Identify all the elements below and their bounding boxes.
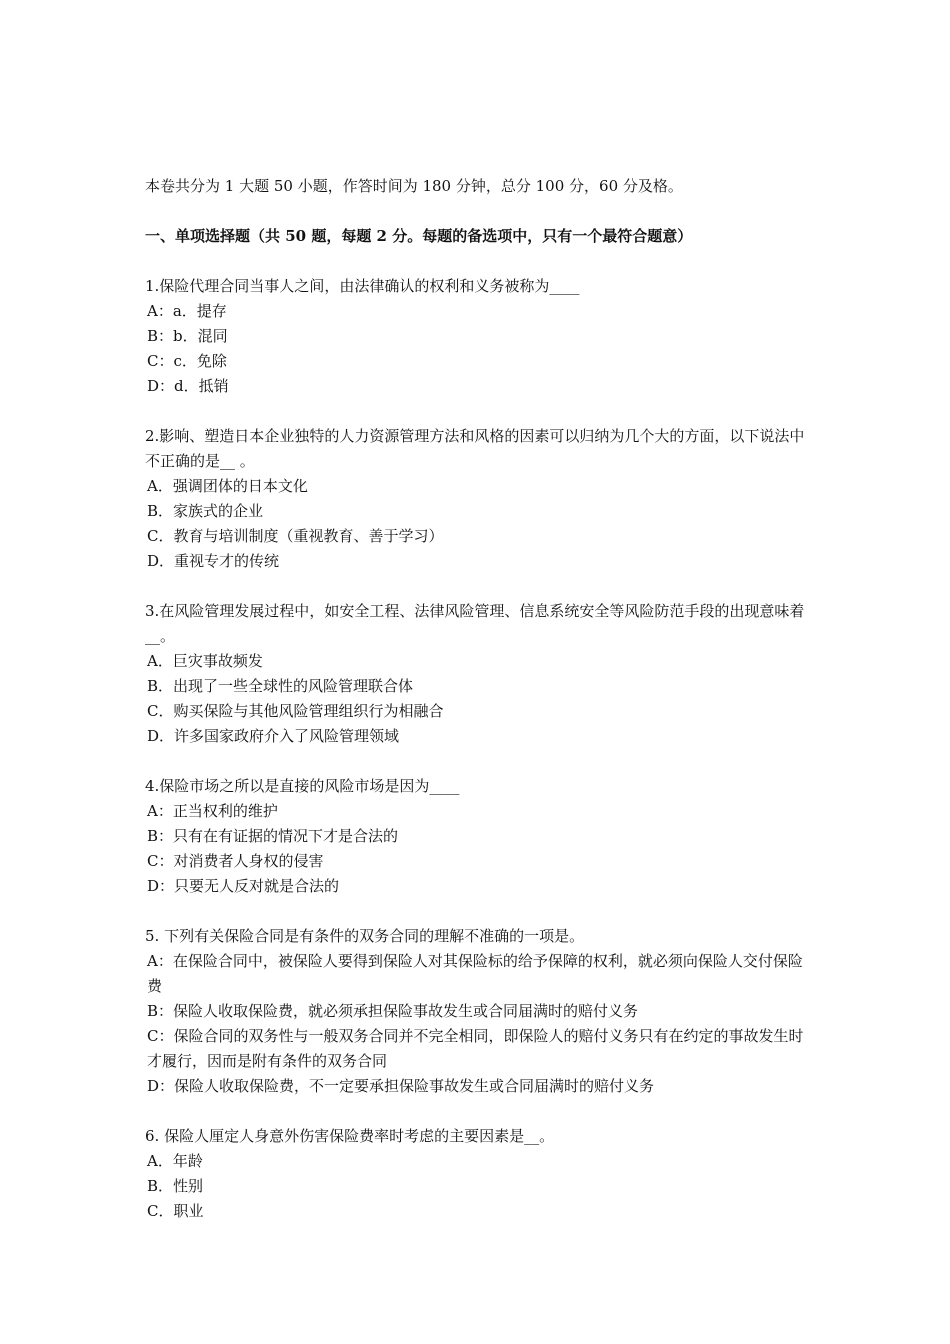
question-4 (145, 774, 810, 899)
option-d: D．重视专才的传统 (147, 552, 280, 570)
question-text: 1.保险代理合同当事人之间，由法律确认的权利和义务被称为____ (145, 277, 580, 295)
option-a: A：在保险合同中，被保险人要得到保险人对其保险标的给予保障的权利，就必须向保险人交付保险费 (147, 952, 803, 995)
option-b: B．性别 (147, 1177, 204, 1195)
question-text: 5. 下列有关保险合同是有条件的双务合同的理解不准确的一项是。 (145, 927, 585, 945)
option-b: B．出现了一些全球性的风险管理联合体 (147, 677, 414, 695)
option-a: A：正当权利的维护 (147, 802, 278, 820)
option-b: B：保险人收取保险费，就必须承担保险事故发生或合同届满时的赔付义务 (147, 1002, 639, 1020)
question-3 (145, 599, 810, 749)
section-heading: 一、单项选择题（共 50 题，每题 2 分。每题的备选项中，只有一个最符合题意） (145, 227, 693, 245)
option-b: B：只有在有证据的情况下才是合法的 (147, 827, 399, 845)
option-b: B：b．混同 (147, 327, 228, 345)
option-c: C：对消费者人身权的侵害 (147, 852, 324, 870)
question-2 (145, 424, 810, 574)
question-text: 2.影响、塑造日本企业独特的人力资源管理方法和风格的因素可以归纳为几个大的方面，以下说法中不正确的是__ 。 (145, 427, 805, 470)
question-5 (145, 924, 810, 1099)
exam-intro: 本卷共分为 1 大题 50 小题，作答时间为 180 分钟，总分 100 分，60 分及格。 (145, 177, 683, 195)
option-b: B．家族式的企业 (147, 502, 264, 520)
option-c: C．购买保险与其他风险管理组织行为相融合 (147, 702, 444, 720)
option-a: A：a．提存 (147, 302, 227, 320)
option-d: D．许多国家政府介入了风险管理领域 (147, 727, 400, 745)
question-text: 3.在风险管理发展过程中，如安全工程、法律风险管理、信息系统安全等风险防范手段的出现意味着__。 (145, 602, 805, 645)
option-a: A．强调团体的日本文化 (147, 477, 308, 495)
question-text: 4.保险市场之所以是直接的风险市场是因为____ (145, 777, 460, 795)
document-body (145, 174, 810, 1249)
option-c: C：保险合同的双务性与一般双务合同并不完全相同，即保险人的赔付义务只有在约定的事故发生时才履行，因而是附有条件的双务合同 (147, 1027, 804, 1070)
question-6 (145, 1124, 810, 1224)
option-d: D：只要无人反对就是合法的 (147, 877, 340, 895)
option-a: A．巨灾事故频发 (147, 652, 263, 670)
option-c: C．职业 (147, 1202, 204, 1220)
question-text: 6. 保险人厘定人身意外伤害保险费率时考虑的主要因素是__。 (145, 1127, 555, 1145)
option-a: A．年龄 (147, 1152, 203, 1170)
question-1 (145, 274, 810, 399)
option-d: D：保险人收取保险费，不一定要承担保险事故发生或合同届满时的赔付义务 (147, 1077, 655, 1095)
option-d: D：d．抵销 (147, 377, 229, 395)
option-c: C．教育与培训制度（重视教育、善于学习） (147, 527, 444, 545)
option-c: C：c．免除 (147, 352, 227, 370)
